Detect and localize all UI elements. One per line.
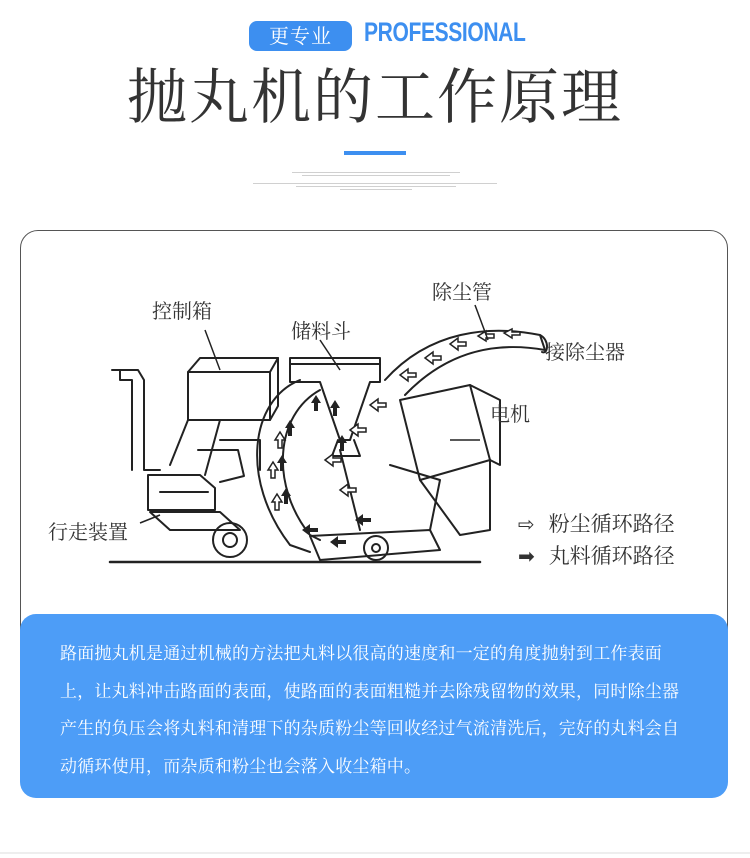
hollow-arrow-icon: ⇨ <box>518 512 535 536</box>
legend-item-dust <box>518 508 675 538</box>
professional-badge-en: PROFESSIONAL <box>364 17 526 47</box>
label-dust-pipe: 除尘管 <box>432 280 492 304</box>
label-dust-collector: 接除尘器 <box>545 340 625 364</box>
decorative-line <box>253 183 497 184</box>
description-text: 路面抛丸机是通过机械的方法把丸料以很高的速度和一定的角度抛射到工作表面上，让丸料冲击路面的表面，使路面的表面粗糙并去除残留物的效果，同时除尘器产生的负压会将丸料和清理下的杂质粉尘等回收经过气流清洗后，完好的丸料会自动循环使用，而杂质和粉尘也会落入收尘箱中。 <box>60 644 680 777</box>
divider <box>0 852 750 854</box>
page-title: 抛丸机的工作原理 <box>127 63 623 133</box>
legend-label: 粉尘循环路径 <box>548 512 675 536</box>
label-walking-device: 行走装置 <box>48 520 128 544</box>
label-hopper: 储料斗 <box>291 319 351 343</box>
shot-blaster-diagram <box>20 230 728 630</box>
description-panel <box>20 614 728 798</box>
title-underline <box>344 151 406 155</box>
decorative-line <box>292 172 460 173</box>
label-motor: 电机 <box>490 402 530 426</box>
legend-item-shot <box>518 540 675 570</box>
decorative-line <box>302 175 450 176</box>
legend-label: 丸料循环路径 <box>548 544 675 568</box>
professional-badge: 更专业 <box>249 21 352 51</box>
decorative-line <box>296 186 456 187</box>
decorative-line <box>340 189 412 190</box>
solid-arrow-icon: ➡ <box>518 544 535 568</box>
label-control-box: 控制箱 <box>152 299 212 323</box>
